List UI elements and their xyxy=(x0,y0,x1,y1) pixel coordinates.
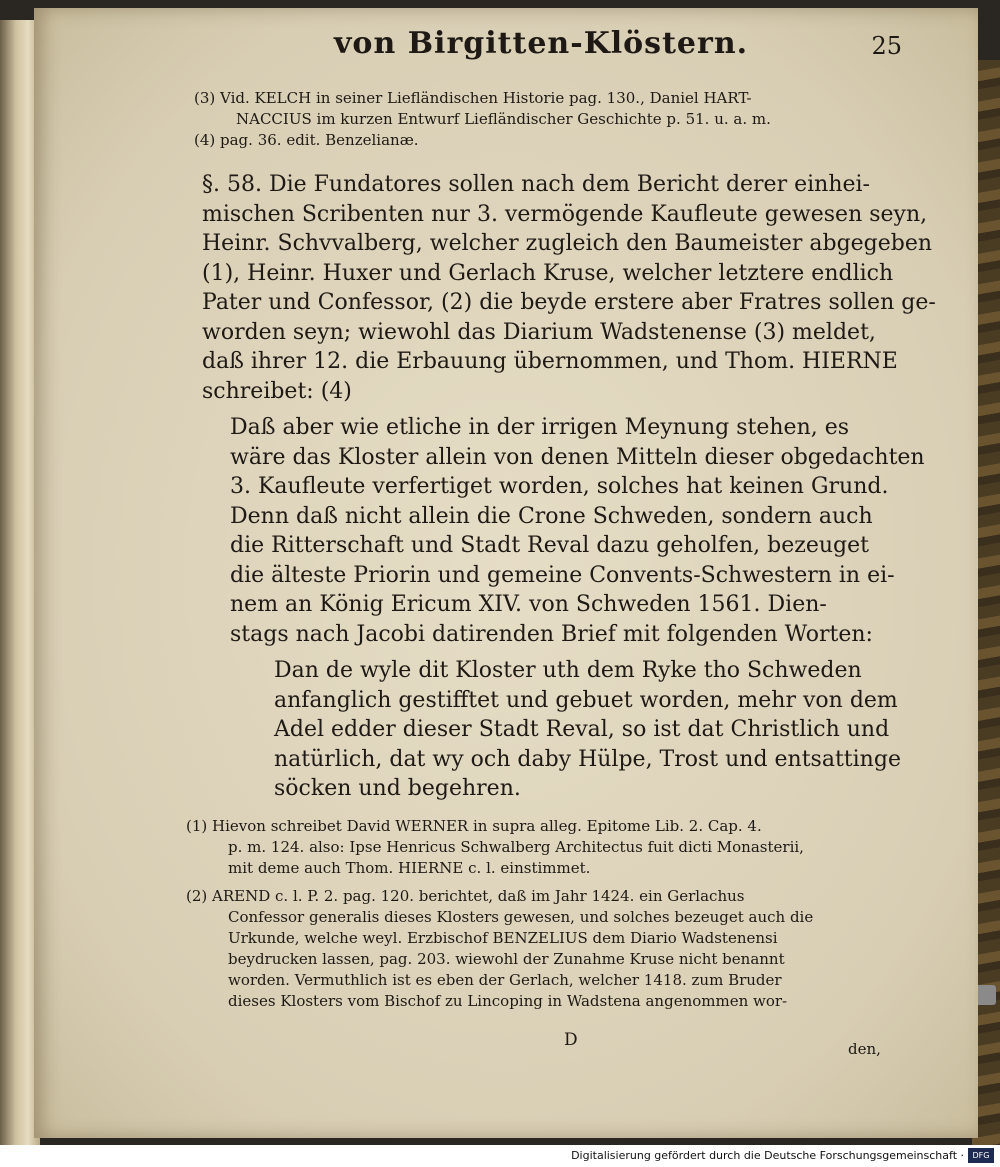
quote-first xyxy=(230,413,925,649)
funding-credit: Digitalisierung gefördert durch die Deutsche Forschungsgemeinschaft · xyxy=(571,1149,964,1162)
footnote-line: worden. Vermuthlich ist es eben der Gerlach, welcher 1418. zum Bruder xyxy=(228,971,782,989)
running-title: von Birgitten-Klöstern. xyxy=(334,26,749,61)
footnote-line: dieses Klosters vom Bischof zu Lincoping in Wadstena angenommen wor- xyxy=(228,992,788,1010)
text-line: die älteste Priorin und gemeine Convents-Schwestern in ei- xyxy=(230,562,895,588)
text-line: anfanglich gestifftet und gebuet worden, mehr von dem xyxy=(274,687,898,713)
paragraph-main xyxy=(202,170,936,406)
text-line: stags nach Jacobi datirenden Brief mit folgenden Worten: xyxy=(230,621,873,647)
footnote-line: NACCIUS im kurzen Entwurf Liefländischer Geschichte p. 51. u. a. m. xyxy=(236,110,771,128)
footnote-line: Urkunde, welche weyl. Erzbischof BENZELIUS dem Diario Wadstenensi xyxy=(228,929,778,947)
footnote-line: Confessor generalis dieses Klosters gewesen, und solches bezeuget auch die xyxy=(228,908,814,926)
quote-second xyxy=(274,656,901,804)
text-line: die Ritterschaft und Stadt Reval dazu geholfen, bezeuget xyxy=(230,533,869,558)
text-line: worden seyn; wiewohl das Diarium Wadstenense (3) meldet, xyxy=(202,319,876,345)
text-line: natürlich, dat wy och daby Hülpe, Trost und entsattinge xyxy=(274,746,901,772)
footnote-line: (4) pag. 36. edit. Benzelianæ. xyxy=(194,131,419,149)
text-line: Dan de wyle dit Kloster uth dem Ryke tho Schweden xyxy=(274,658,862,683)
catchword: den, xyxy=(848,1040,881,1058)
footnote-line: p. m. 124. also: Ipse Henricus Schwalberg Architectus fuit dicti Monasterii, xyxy=(228,838,804,856)
book-page xyxy=(34,8,978,1138)
text-line: nem an König Ericum XIV. von Schweden 1561. Dien- xyxy=(230,592,827,617)
text-line: Pater und Confessor, (2) die beyde erstere aber Fratres sollen ge- xyxy=(202,290,936,315)
text-line: 3. Kaufleute verfertiget worden, solches hat keinen Grund. xyxy=(230,474,889,499)
signature-mark: D xyxy=(564,1030,578,1050)
footnote-line: (3) Vid. KELCH in seiner Liefländischen Historie pag. 130., Daniel HART- xyxy=(194,89,752,107)
footnote-line: (1) Hievon schreibet David WERNER in supra alleg. Epitome Lib. 2. Cap. 4. xyxy=(186,817,762,835)
text-line: wäre das Kloster allein von denen Mitteln dieser obgedachten xyxy=(230,444,925,470)
text-line: Daß aber wie etliche in der irrigen Meynung stehen, es xyxy=(230,415,850,440)
footnotes-top xyxy=(194,88,771,151)
digitization-footer xyxy=(0,1145,1000,1167)
page-number: 25 xyxy=(871,32,902,60)
footnote-line: mit deme auch Thom. HIERNE c. l. einstimmet. xyxy=(228,859,591,877)
dfg-logo: DFG xyxy=(968,1148,994,1163)
footnote-line: beydrucken lassen, pag. 203. wiewohl der Zunahme Kruse nicht benannt xyxy=(228,950,785,968)
text-line: Denn daß nicht allein die Crone Schweden, sondern auch xyxy=(230,503,873,529)
text-line: §. 58. Die Fundatores sollen nach dem Bericht derer einhei- xyxy=(202,172,870,197)
text-line: (1), Heinr. Huxer und Gerlach Kruse, welcher letztere endlich xyxy=(202,260,894,286)
footnote-line: (2) AREND c. l. P. 2. pag. 120. berichtet, daß im Jahr 1424. ein Gerlachus xyxy=(186,887,745,905)
footnotes-bottom xyxy=(186,816,813,1012)
text-line: mischen Scribenten nur 3. vermögende Kaufleute gewesen seyn, xyxy=(202,201,928,227)
text-line: schreibet: (4) xyxy=(202,378,352,404)
text-line: söcken und begehren. xyxy=(274,776,521,801)
text-line: Heinr. Schvvalberg, welcher zugleich den Baumeister abgegeben xyxy=(202,231,933,256)
page-header xyxy=(34,26,978,66)
text-line: daß ihrer 12. die Erbauung übernommen, und Thom. HIERNE xyxy=(202,349,898,374)
text-line: Adel edder dieser Stadt Reval, so ist dat Christlich und xyxy=(274,717,890,742)
